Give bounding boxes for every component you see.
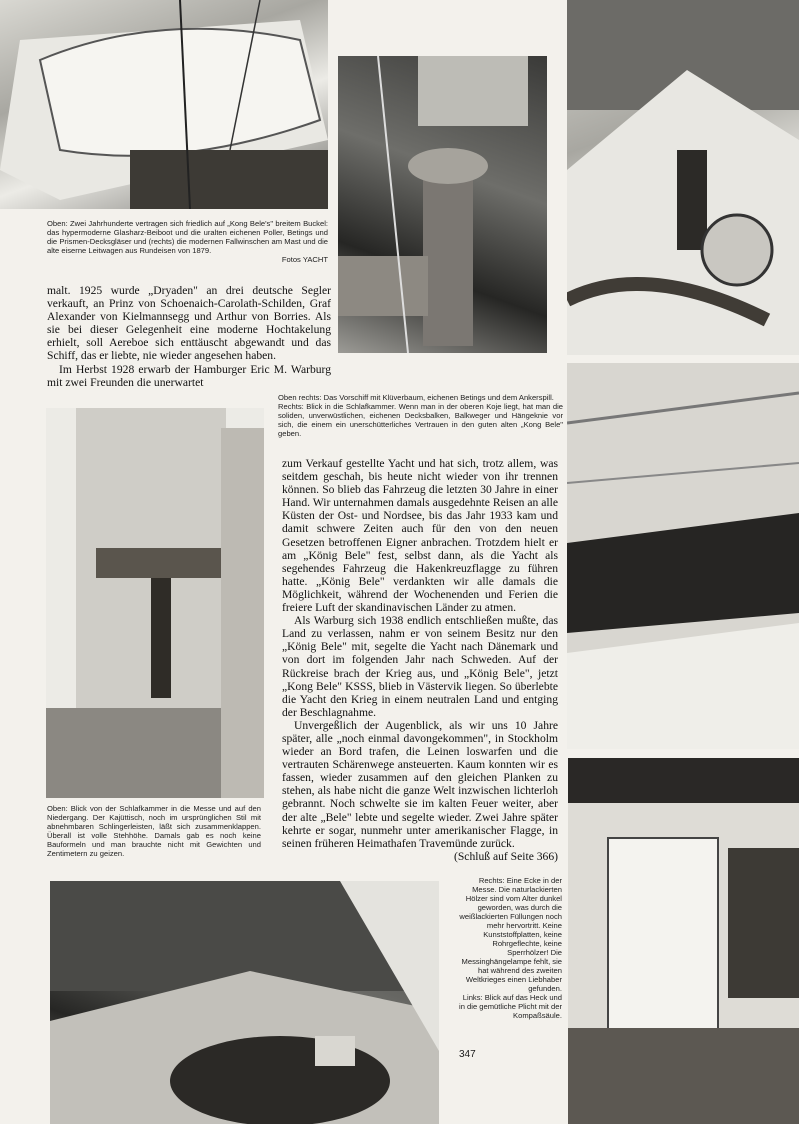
caption-text: Rechts: Eine Ecke in der Messe. Die naturlackierten Hölzer sind vom Alter dunkel geworden, was durch die weißlackierten Füllungen noch mehr hervortritt. Keine Kunststoffplatten, keine Rohrgeflechte, keine Sperrhölzer! Die Messinghängelampe fehlt, sie hat während des zweiten Weltkrieges einen Liebhaber gefunden.	[459, 876, 562, 993]
caption-middle	[278, 393, 563, 438]
caption-bottom-right	[458, 876, 562, 1020]
photo-dinghy-deck	[0, 0, 328, 209]
photo-sleeping-cabin	[567, 363, 799, 749]
paragraph: Im Herbst 1928 erwarb der Hamburger Eric M. Warburg mit zwei Freunden die unerwartet	[47, 362, 331, 389]
paragraph: Unvergeßlich der Augenblick, als wir uns 10 Jahre später, alle „noch einmal davongekommen", in Stockholm wieder an Bord trafen, die Leinen loswarfen und die vertrauten Schärenwege ansteuerten. Kaum konnten wir es fassen, wieder zusammen auf den gleichen Planken zu stehen, als habe nicht die ganze Welt inzwischen lichterloh gebrannt. Noch schwelte sie im kalten Feuer weiter, aber der alte „Bele" lebte und segelte wieder. Zwei Jahre später kehrte er sogar, nunmehr unter amerikanischer Flagge, in seinen früheren Heimathafen Travemünde zurück.	[282, 718, 558, 850]
caption-top-left	[47, 219, 328, 264]
caption-text: Oben: Zwei Jahrhunderte vertragen sich friedlich auf „Kong Bele's" breitem Buckel: das hypermoderne Glasharz-Beiboot und die uralten eichenen Poller, Betings und die Prismen-Decksgläser und (rechts) die modernen Fallwinschen am Mast und die alte eiserne Leitwagen aus Rundeisen von 1879.	[47, 219, 328, 255]
article-text-main	[282, 457, 558, 863]
article-text-top	[47, 284, 331, 389]
caption-text: Links: Blick auf das Heck und in die gemütliche Plicht mit der Kompaßsäule.	[459, 993, 562, 1020]
continuation-note: (Schluß auf Seite 366)	[454, 849, 558, 863]
paragraph: zum Verkauf gestellte Yacht und hat sich, trotz allem, was seitdem geschah, bis heute nicht wieder von ihr trennen können. So blieb das Fahrzeug die letzten 30 Jahre in einer Hand. Wir unternahmen damals ausgedehnte Reisen an alle Küsten der Ost- und Nordsee, bis das Jahr 1933 kam und damit schwere Zeiten auch für den von den neuen Gesetzen betroffenen Eigner anbrachen. Trotzdem hielt er am „König Bele" fest, selbst dann, als die Yacht als segehendes Fahrzeug die Hakenkreuzflagge zu führen hatte. „König Bele" verdankten wir alle damals die Möglichkeit, während der Wochenenden und Ferien die freiere Luft der skandinavischen Länder zu atmen.	[282, 457, 558, 615]
page-number: 347	[459, 1049, 476, 1060]
photo-winches-mast	[338, 56, 547, 353]
caption-bottom-left	[47, 804, 261, 858]
photo-saloon-table	[46, 408, 264, 798]
caption-text: Oben: Blick von der Schlafkammer in die Messe und auf den Niedergang. Der Kajüttisch, noch im ursprünglichen Stil mit abnehmbaren Schlingerleisten, läßt sich zusammenklappen. Überall ist volle Stehhöhe. Damals gab es noch keine Bauformeln und man brauchte nicht mit Gewichten und Zentimetern zu geizen.	[47, 804, 261, 858]
caption-text: Oben rechts: Das Vorschiff mit Klüverbaum, eichenen Betings und dem Ankerspill.	[278, 393, 554, 402]
paragraph: malt. 1925 wurde „Dryaden" an drei deutsche Segler verkauft, an Prinz von Schoenaich-Carolath-Schilden, Graf Alexander von Kielmannsegg und Arthur von Borries. Als sie bei dieser Gelegenheit eine moderne Hochtakelung erhielt, soll Aereboe sich enttäuscht abgewandt und das Schiff, das er liebte, nie wieder angesehen haben.	[47, 284, 331, 363]
photo-credit: Fotos YACHT	[281, 255, 328, 264]
paragraph: Als Warburg sich 1938 endlich entschließen mußte, das Land zu verlassen, nahm er von seinem Besitz nur den „König Bele" mit, segelte die Yacht nach Dänemark und von dort im folgenden Jahr nach Schweden. Auf der Rückreise brach der Krieg aus, und „König Bele", jetzt „Kong Bele" KSSS, blieb in Västervik liegen. So überlebte die Yacht den Krieg in einem neutralen Land und entging der Beschlagnahme.	[282, 614, 558, 719]
photo-saloon-corner	[568, 758, 799, 1124]
photo-foredeck-bowsprit	[567, 0, 799, 355]
caption-text: Rechts: Blick in die Schlafkammer. Wenn man in der oberen Koje liegt, hat man die soliden, unverwüstlichen, eichenen Decksbalken, Balkweger und Hängeknie vor sich, die einem ein unerschütterliches Vertrauen in den guten alten „Kong Bele" geben.	[278, 402, 563, 438]
photo-stern-cockpit	[50, 881, 439, 1124]
